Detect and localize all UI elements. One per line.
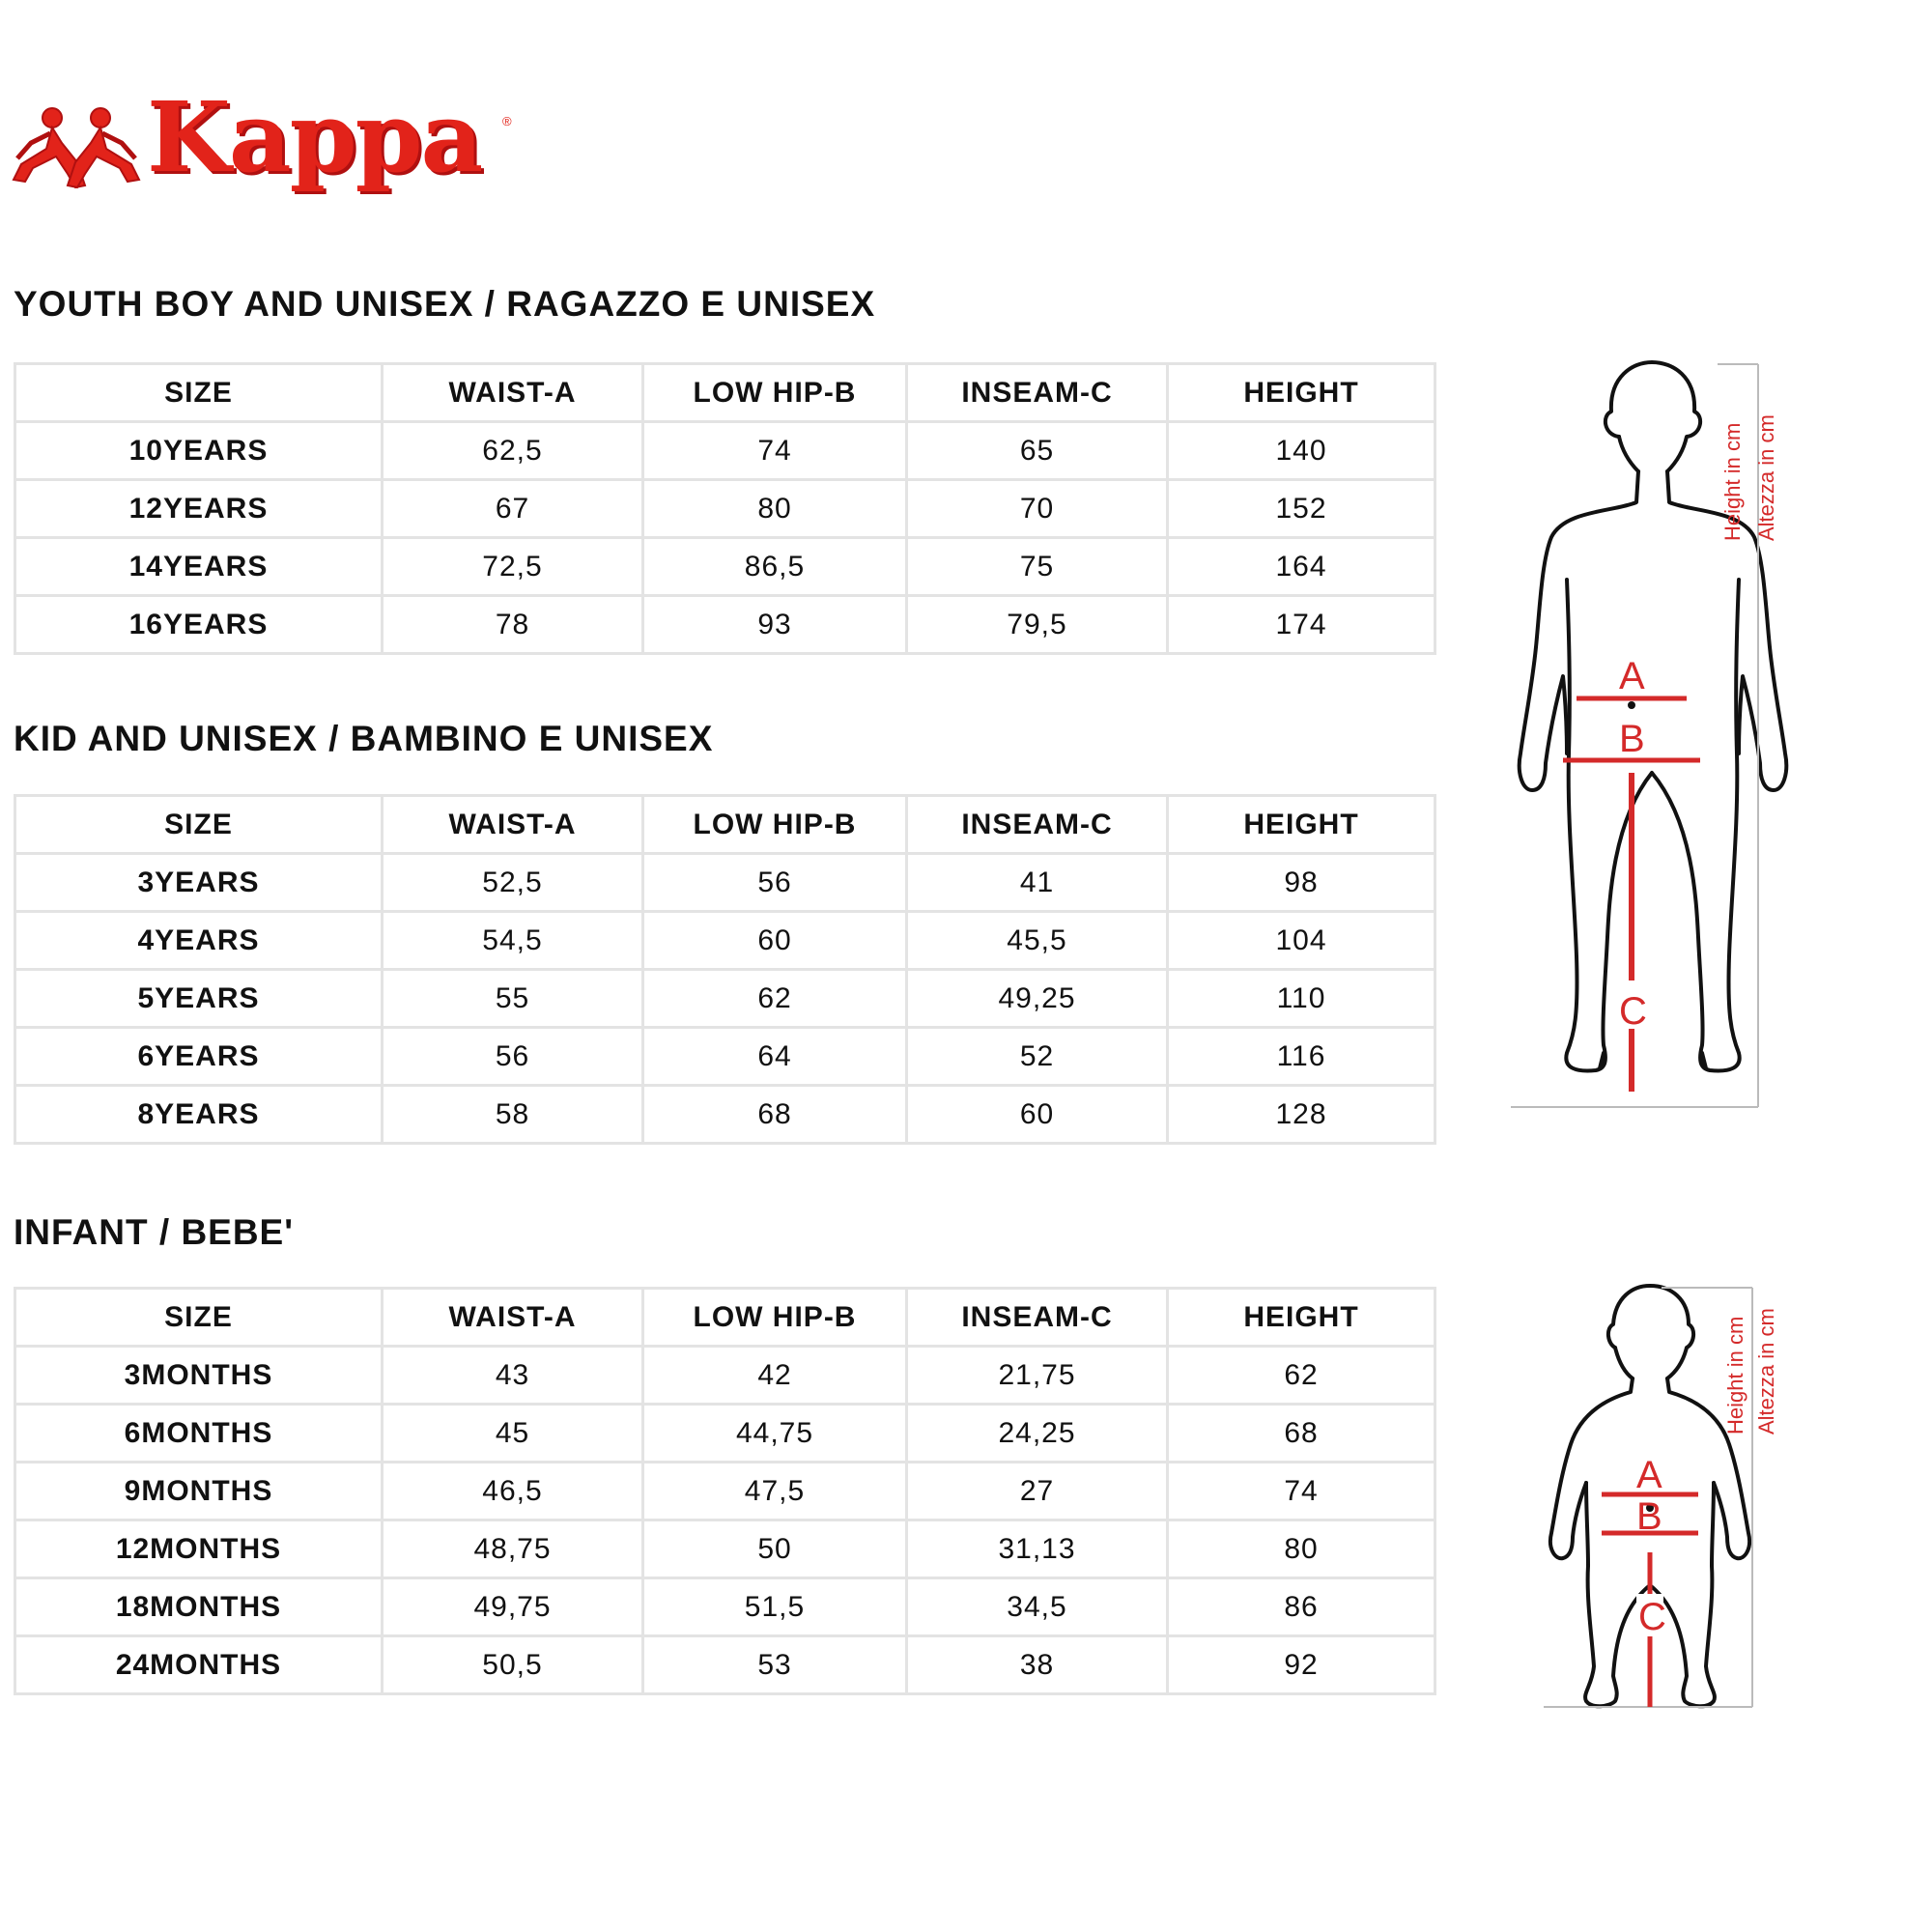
height-label-en: Height in cm (1720, 422, 1745, 541)
table-row (15, 1405, 1435, 1463)
marker-b: B (1636, 1495, 1662, 1538)
height-cell: 62 (1168, 1347, 1435, 1405)
low-hip-cell: 64 (643, 1028, 907, 1086)
height-cell: 116 (1168, 1028, 1435, 1086)
header-height: HEIGHT (1168, 796, 1435, 854)
table-row (15, 912, 1435, 970)
waist-cell: 48,75 (383, 1520, 643, 1578)
inseam-cell: 34,5 (907, 1578, 1168, 1636)
low-hip-cell: 86,5 (643, 538, 907, 596)
header-height: HEIGHT (1168, 1289, 1435, 1347)
infant-measurement-figure (1536, 1280, 1787, 1729)
inseam-cell: 75 (907, 538, 1168, 596)
header-waist: WAIST-A (383, 364, 643, 422)
size-cell: 5YEARS (15, 970, 383, 1028)
header-size: SIZE (15, 1289, 383, 1347)
height-label-en: Height in cm (1723, 1316, 1747, 1435)
low-hip-cell: 74 (643, 422, 907, 480)
table-row (15, 1347, 1435, 1405)
table-row (15, 480, 1435, 538)
height-cell: 164 (1168, 538, 1435, 596)
marker-b: B (1619, 718, 1645, 760)
size-cell: 8YEARS (15, 1086, 383, 1144)
height-cell: 128 (1168, 1086, 1435, 1144)
low-hip-cell: 60 (643, 912, 907, 970)
header-height: HEIGHT (1168, 364, 1435, 422)
height-cell: 104 (1168, 912, 1435, 970)
low-hip-cell: 93 (643, 596, 907, 654)
table-header-row (15, 364, 1435, 422)
inseam-cell: 70 (907, 480, 1168, 538)
table-row (15, 1463, 1435, 1520)
height-cell: 74 (1168, 1463, 1435, 1520)
waist-cell: 46,5 (383, 1463, 643, 1520)
omini-logo-icon (12, 104, 142, 191)
waist-cell: 55 (383, 970, 643, 1028)
table-row (15, 1578, 1435, 1636)
registered-mark: ® (502, 114, 512, 128)
size-cell: 18MONTHS (15, 1578, 383, 1636)
size-cell: 14YEARS (15, 538, 383, 596)
table-row (15, 1086, 1435, 1144)
table-row (15, 422, 1435, 480)
child-silhouette (1520, 362, 1787, 1070)
section-title-infant: INFANT / BEBE' (14, 1212, 295, 1252)
size-cell: 3MONTHS (15, 1347, 383, 1405)
low-hip-cell: 80 (643, 480, 907, 538)
section-title-kid: KID AND UNISEX / BAMBINO E UNISEX (14, 719, 714, 758)
height-cell: 92 (1168, 1636, 1435, 1694)
inseam-cell: 21,75 (907, 1347, 1168, 1405)
size-cell: 6MONTHS (15, 1405, 383, 1463)
low-hip-cell: 42 (643, 1347, 907, 1405)
header-waist: WAIST-A (383, 1289, 643, 1347)
header-size: SIZE (15, 796, 383, 854)
marker-a: A (1636, 1454, 1662, 1496)
waist-cell: 45 (383, 1405, 643, 1463)
inseam-cell: 31,13 (907, 1520, 1168, 1578)
size-cell: 12YEARS (15, 480, 383, 538)
inseam-cell: 65 (907, 422, 1168, 480)
table-row (15, 970, 1435, 1028)
waist-cell: 56 (383, 1028, 643, 1086)
waist-cell: 52,5 (383, 854, 643, 912)
height-cell: 68 (1168, 1405, 1435, 1463)
size-cell: 3YEARS (15, 854, 383, 912)
height-cell: 140 (1168, 422, 1435, 480)
low-hip-cell: 68 (643, 1086, 907, 1144)
inseam-cell: 45,5 (907, 912, 1168, 970)
waist-cell: 43 (383, 1347, 643, 1405)
height-cell: 98 (1168, 854, 1435, 912)
low-hip-cell: 53 (643, 1636, 907, 1694)
marker-c: C (1619, 990, 1647, 1033)
height-cell: 152 (1168, 480, 1435, 538)
table-row (15, 538, 1435, 596)
size-table-youth (14, 362, 1436, 655)
waist-cell: 62,5 (383, 422, 643, 480)
table-row (15, 1636, 1435, 1694)
brand-wordmark: Kappa (147, 80, 482, 194)
height-cell: 80 (1168, 1520, 1435, 1578)
marker-c: C (1638, 1596, 1666, 1638)
inseam-cell: 49,25 (907, 970, 1168, 1028)
inseam-cell: 52 (907, 1028, 1168, 1086)
kappa-logo (12, 80, 514, 194)
waist-cell: 72,5 (383, 538, 643, 596)
header-low-hip: LOW HIP-B (643, 364, 907, 422)
header-low-hip: LOW HIP-B (643, 796, 907, 854)
height-label-it: Altezza in cm (1754, 1308, 1778, 1435)
inseam-cell: 27 (907, 1463, 1168, 1520)
height-cell: 174 (1168, 596, 1435, 654)
header-inseam: INSEAM-C (907, 364, 1168, 422)
size-cell: 4YEARS (15, 912, 383, 970)
low-hip-cell: 50 (643, 1520, 907, 1578)
child-measurement-figure (1507, 357, 1797, 1116)
waist-cell: 50,5 (383, 1636, 643, 1694)
size-cell: 6YEARS (15, 1028, 383, 1086)
waist-cell: 78 (383, 596, 643, 654)
table-row (15, 854, 1435, 912)
inseam-cell: 41 (907, 854, 1168, 912)
height-cell: 86 (1168, 1578, 1435, 1636)
height-label-it: Altezza in cm (1754, 414, 1778, 541)
low-hip-cell: 62 (643, 970, 907, 1028)
table-header-row (15, 1289, 1435, 1347)
marker-a: A (1619, 655, 1645, 697)
navel-dot (1628, 701, 1635, 709)
low-hip-cell: 56 (643, 854, 907, 912)
section-title-youth: YOUTH BOY AND UNISEX / RAGAZZO E UNISEX (14, 284, 876, 324)
waist-cell: 58 (383, 1086, 643, 1144)
low-hip-cell: 47,5 (643, 1463, 907, 1520)
low-hip-cell: 51,5 (643, 1578, 907, 1636)
waist-cell: 49,75 (383, 1578, 643, 1636)
header-inseam: INSEAM-C (907, 1289, 1168, 1347)
header-size: SIZE (15, 364, 383, 422)
size-cell: 24MONTHS (15, 1636, 383, 1694)
size-cell: 16YEARS (15, 596, 383, 654)
header-waist: WAIST-A (383, 796, 643, 854)
inseam-cell: 79,5 (907, 596, 1168, 654)
table-row (15, 1028, 1435, 1086)
inseam-cell: 38 (907, 1636, 1168, 1694)
waist-cell: 54,5 (383, 912, 643, 970)
size-cell: 9MONTHS (15, 1463, 383, 1520)
waist-cell: 67 (383, 480, 643, 538)
size-cell: 10YEARS (15, 422, 383, 480)
header-inseam: INSEAM-C (907, 796, 1168, 854)
header-low-hip: LOW HIP-B (643, 1289, 907, 1347)
size-table-infant (14, 1287, 1436, 1695)
size-table-kid (14, 794, 1436, 1145)
table-header-row (15, 796, 1435, 854)
inseam-cell: 60 (907, 1086, 1168, 1144)
table-row (15, 596, 1435, 654)
size-cell: 12MONTHS (15, 1520, 383, 1578)
table-row (15, 1520, 1435, 1578)
height-cell: 110 (1168, 970, 1435, 1028)
low-hip-cell: 44,75 (643, 1405, 907, 1463)
inseam-cell: 24,25 (907, 1405, 1168, 1463)
